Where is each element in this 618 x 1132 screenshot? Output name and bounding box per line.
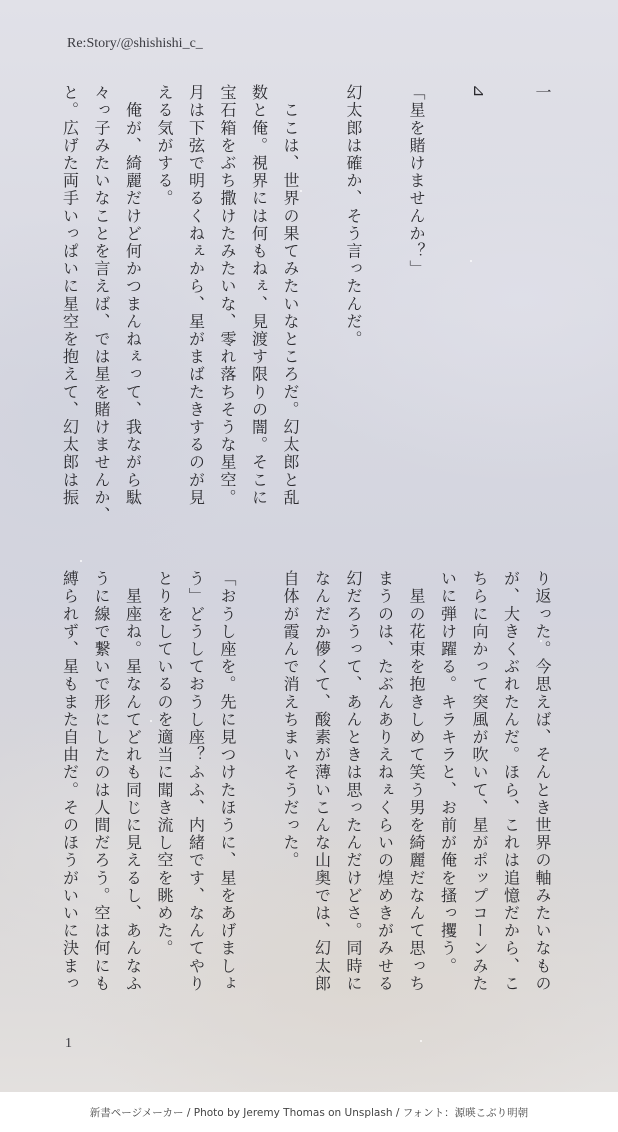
star-sparkle xyxy=(80,560,82,562)
header-credit: Re:Story/@shishishi_c_ xyxy=(67,36,203,51)
page-number: 1 xyxy=(65,1036,72,1051)
vertical-text-lower: り返った。今思えば、そんとき世界の軸みたいなもの が、大きくぶれたんだ。ほら、これは追憶だから、こ ちらに向かって突風が吹いて、星がポップコーンみた いに弾け躍る。キラキラと、お前が俺を搔っ攫う。 星の花束を抱きしめて笑う男を綺麗だなんて思っち まうのは、たぶんありえねぇくらいの煌めきがみせる 幻だろうって、あんときは思ったんだけどさ。同時に なんだか儚くて、酸素が薄いこんな山奥では、幻太郎 自体が霞んで消えちまいそうだった。 「おうし座を。先に見つけたほうに、星をあげましょ う」どうしておうし座？ふふ、内緒です、なんてやり とりをしているのを適当に聞き流し空を眺めた。 星座ね。星なんてどれも同じに見えるし、あんなふ うに線で繋いで形にしたのは人間だろう。空は何にも 縛られず、星もまた自由だ。そのほうがいいに決まっ xyxy=(60,570,552,993)
star-sparkle xyxy=(420,1040,422,1042)
vertical-text-upper: 一 ⊿ 「星を賭けませんか？」 幻太郎は確か、そう言ったんだ。 ここは、世界の果てみたいなところだ。幻太郎と乱 数と俺。視界には何もねぇ、見渡す限りの闇。そこに 宝石箱をぶち撒けたみたいな、零れ落ちそうな星空。 月は下弦で明るくねぇから、星がまばたきするのが見 える気がする。 俺が、綺麗だけど何かつまんねぇって、我ながら駄 々っ子みたいなことを言えば、では星を賭けませんか、 と。広げた両手いっぱいに星空を抱えて、幻太郎は振 xyxy=(60,84,552,524)
footer-credit: 新書ページメーカー / Photo by Jeremy Thomas on Unsplash / フォント：源暎こぶり明朝 xyxy=(0,1092,618,1132)
